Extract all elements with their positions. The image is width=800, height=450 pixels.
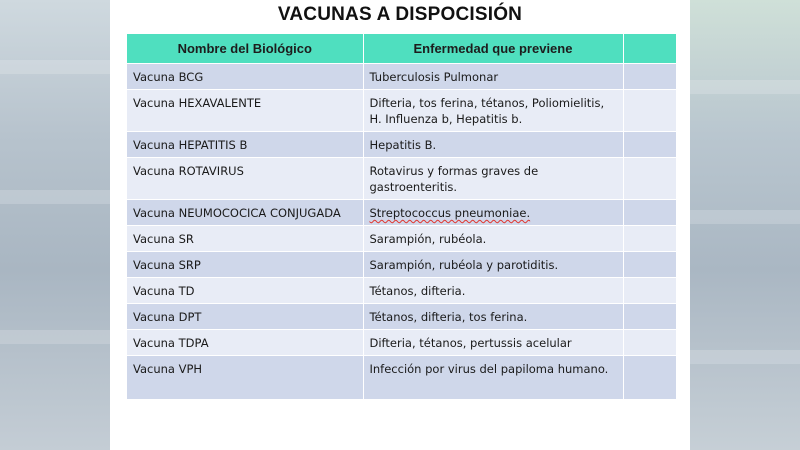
disease-prevented: Sarampión, rubéola. <box>363 226 623 252</box>
disease-prevented: Hepatitis B. <box>363 132 623 158</box>
disease-prevented: Tétanos, difteria. <box>363 278 623 304</box>
background-stripe <box>690 210 800 224</box>
table-row <box>127 356 676 400</box>
disease-prevented: Infección por virus del papiloma humano. <box>363 356 623 400</box>
vaccine-name: Vacuna DPT <box>127 304 363 330</box>
background-stripe <box>690 80 800 94</box>
vaccine-name: Vacuna NEUMOCOCICA CONJUGADA <box>127 200 363 226</box>
table-row <box>127 304 676 330</box>
slide <box>110 0 690 450</box>
vaccine-name: Vacuna TD <box>127 278 363 304</box>
background-stripe <box>0 190 110 204</box>
header-extra <box>623 34 676 64</box>
table-row <box>127 278 676 304</box>
empty-cell <box>623 356 676 400</box>
empty-cell <box>623 90 676 132</box>
table-row <box>127 252 676 278</box>
background-left <box>0 0 110 450</box>
background-right <box>690 0 800 450</box>
background-stripe <box>690 350 800 364</box>
disease-prevented: Difteria, tos ferina, tétanos, Poliomielitis, H. Influenza b, Hepatitis b. <box>363 90 623 132</box>
empty-cell <box>623 330 676 356</box>
table-row <box>127 132 676 158</box>
vaccine-name: Vacuna HEXAVALENTE <box>127 90 363 132</box>
disease-prevented: Tuberculosis Pulmonar <box>363 64 623 90</box>
slide-title: VACUNAS A DISPOCISIÓN <box>277 4 523 25</box>
empty-cell <box>623 200 676 226</box>
table-row <box>127 330 676 356</box>
vaccine-name: Vacuna HEPATITIS B <box>127 132 363 158</box>
vaccine-name: Vacuna VPH <box>127 356 363 400</box>
empty-cell <box>623 158 676 200</box>
empty-cell <box>623 226 676 252</box>
vaccine-name: Vacuna ROTAVIRUS <box>127 158 363 200</box>
vaccine-table <box>127 34 677 399</box>
vaccine-name: Vacuna BCG <box>127 64 363 90</box>
table-row <box>127 64 676 90</box>
table-row <box>127 226 676 252</box>
vaccine-name: Vacuna SRP <box>127 252 363 278</box>
disease-prevented: Rotavirus y formas graves de gastroenteritis. <box>363 158 623 200</box>
empty-cell <box>623 64 676 90</box>
table-row <box>127 200 676 226</box>
header-disease: Enfermedad que previene <box>363 34 623 64</box>
empty-cell <box>623 252 676 278</box>
table-row <box>127 90 676 132</box>
empty-cell <box>623 304 676 330</box>
disease-prevented: Difteria, tétanos, pertussis acelular <box>363 330 623 356</box>
background-stripe <box>0 330 110 344</box>
empty-cell <box>623 278 676 304</box>
vaccine-name: Vacuna TDPA <box>127 330 363 356</box>
disease-prevented: Tétanos, difteria, tos ferina. <box>363 304 623 330</box>
table-row <box>127 158 676 200</box>
disease-prevented: Sarampión, rubéola y parotiditis. <box>363 252 623 278</box>
vaccine-name: Vacuna SR <box>127 226 363 252</box>
header-name: Nombre del Biológico <box>127 34 363 64</box>
empty-cell <box>623 132 676 158</box>
table-header-row <box>127 34 676 64</box>
background-stripe <box>0 60 110 74</box>
disease-prevented: Streptococcus pneumoniae. <box>363 200 623 226</box>
